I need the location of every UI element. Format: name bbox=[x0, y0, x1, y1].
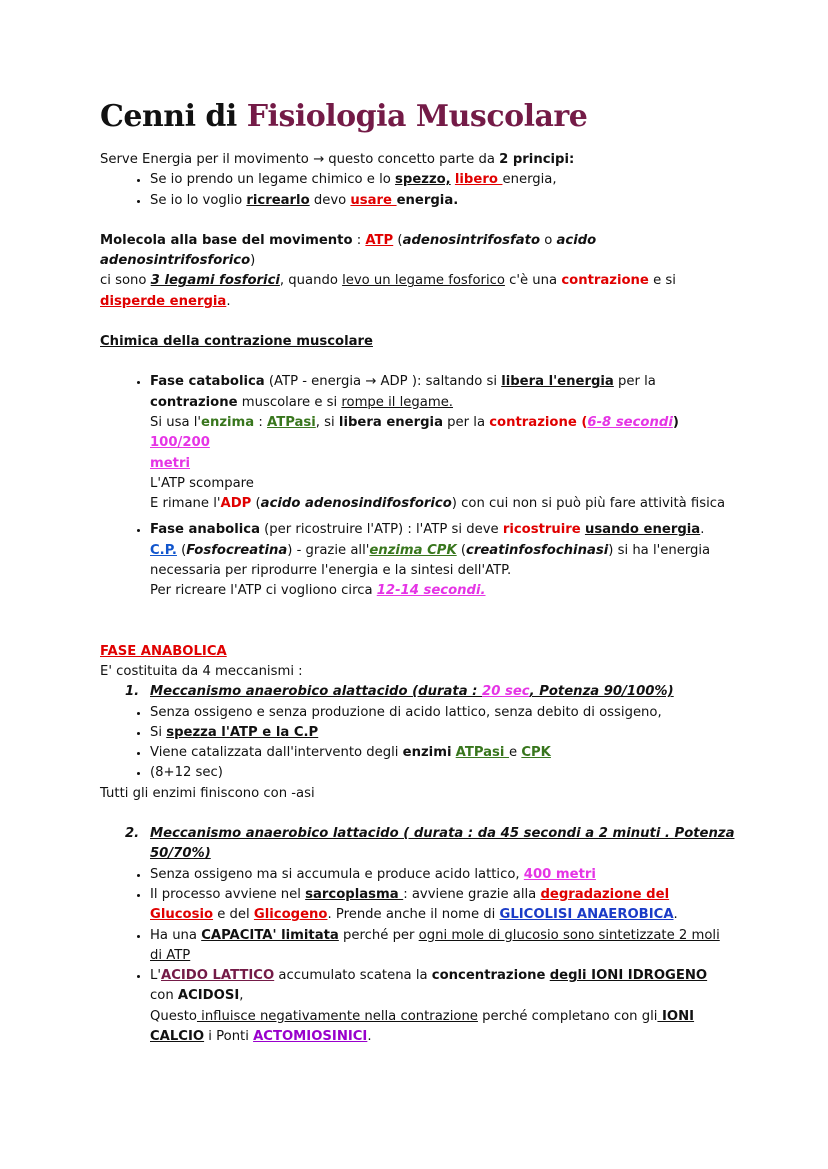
text: enzima CPK bbox=[369, 542, 457, 558]
text: ATPasi bbox=[267, 414, 316, 430]
text: : bbox=[254, 414, 268, 430]
text: per la bbox=[613, 374, 656, 390]
text: Senza ossigeno ma si accumula e produce acido lattico, bbox=[150, 866, 524, 882]
text: ACIDO LATTICO bbox=[160, 968, 275, 984]
text: , Potenza 90/100%) bbox=[529, 684, 674, 700]
text: CALCIO bbox=[150, 1028, 205, 1044]
text: Fase anabolica bbox=[150, 522, 260, 538]
text: 50/70%) bbox=[150, 846, 211, 862]
text: ( bbox=[576, 414, 588, 430]
text: . bbox=[226, 293, 231, 309]
text: di ATP bbox=[150, 947, 191, 963]
list-item-anabolic bbox=[150, 520, 740, 601]
mechanism-2-list bbox=[100, 865, 740, 1048]
text: sarcoplasma bbox=[305, 886, 404, 902]
title-part-1: Cenni di bbox=[100, 99, 247, 134]
spacer bbox=[100, 312, 740, 332]
text-libero: libero bbox=[454, 172, 503, 188]
text: Si bbox=[150, 724, 167, 740]
text: enzima bbox=[201, 414, 255, 430]
text: o bbox=[540, 232, 557, 248]
text: Fosfocreatina bbox=[186, 542, 288, 558]
text: Questo bbox=[150, 1008, 197, 1024]
text: ci sono bbox=[100, 273, 151, 289]
text: Fase catabolica bbox=[150, 374, 265, 390]
text: acido adenosintrifosforico bbox=[100, 232, 597, 269]
text: contrazione bbox=[150, 394, 238, 410]
text: enzimi bbox=[402, 745, 452, 761]
text: E rimane l' bbox=[150, 496, 221, 512]
text: levo un legame fosforico bbox=[342, 273, 505, 289]
text: ricostruire bbox=[502, 522, 581, 538]
title-part-2: Fisiologia Muscolare bbox=[246, 99, 588, 134]
text: perché per bbox=[338, 927, 419, 943]
intro-colon: : bbox=[569, 152, 575, 167]
text: concentrazione bbox=[431, 968, 546, 984]
text: c'è una bbox=[504, 273, 562, 289]
intro-paragraph bbox=[100, 150, 740, 170]
text: ) si ha l'energia bbox=[608, 542, 711, 558]
list-item bbox=[150, 743, 740, 763]
list-item-catabolic bbox=[150, 372, 740, 514]
text: contrazione bbox=[489, 414, 577, 430]
spacer bbox=[100, 602, 740, 642]
text: metri bbox=[150, 455, 191, 471]
text-atp: ATP bbox=[365, 232, 394, 248]
text: ATPasi bbox=[455, 745, 510, 761]
document-body bbox=[100, 150, 740, 1047]
list-number: 1. bbox=[125, 684, 140, 700]
text: 3 legami fosforici bbox=[150, 273, 280, 289]
list-item bbox=[150, 885, 740, 926]
text: Si usa l' bbox=[150, 414, 202, 430]
text-ricrearlo: ricrearlo bbox=[246, 192, 310, 208]
list-item bbox=[150, 865, 740, 885]
text: C.P. bbox=[150, 542, 177, 558]
text-usare: usare bbox=[350, 192, 397, 208]
list-item: • (8+12 sec) bbox=[150, 763, 740, 783]
text: Meccanismo anaerobico lattacido ( durata : da 45 secondi a 2 minuti . Potenza bbox=[150, 826, 735, 842]
text: i Ponti bbox=[204, 1028, 254, 1044]
text: Ha una bbox=[150, 927, 202, 943]
text: libera l'energia bbox=[501, 374, 614, 390]
mechanism-1-title bbox=[125, 682, 740, 702]
list-item bbox=[150, 966, 740, 1047]
text: Molecola alla base del movimento bbox=[100, 232, 353, 248]
text: : bbox=[352, 232, 366, 248]
text: con bbox=[150, 988, 178, 1004]
text: ACIDOSI bbox=[177, 988, 240, 1004]
text: , bbox=[239, 988, 244, 1004]
text: contrazione bbox=[561, 273, 649, 289]
text: 12-14 secondi. bbox=[376, 583, 486, 599]
text: 20 sec bbox=[482, 684, 530, 700]
spacer bbox=[100, 804, 740, 824]
text: e del bbox=[213, 907, 254, 923]
text: ogni mole di glucosio sono sintetizzate 2 moli bbox=[418, 927, 720, 943]
mechanism-1-list bbox=[100, 703, 740, 784]
text: Il processo avviene nel bbox=[150, 886, 306, 902]
text: ACTOMIOSINICI bbox=[253, 1028, 368, 1044]
text: IONI bbox=[657, 1008, 695, 1024]
text: . bbox=[673, 907, 678, 923]
text: Per ricreare l'ATP ci vogliono circa bbox=[150, 583, 377, 599]
text: Glucosio bbox=[150, 907, 214, 923]
text: Glicogeno bbox=[253, 907, 328, 923]
text: usando energia bbox=[584, 522, 701, 538]
text: necessaria per riprodurre l'energia e la sintesi dell'ATP. bbox=[150, 563, 512, 579]
text: 400 metri bbox=[523, 866, 596, 882]
text: creatinfosfochinasi bbox=[466, 542, 609, 558]
text: GLICOLISI ANAEROBICA bbox=[499, 907, 674, 923]
page-title bbox=[100, 99, 587, 134]
principles-list bbox=[100, 170, 740, 211]
text: per la bbox=[442, 414, 490, 430]
text: Se io prendo un legame chimico e lo bbox=[150, 172, 396, 188]
text: ( bbox=[456, 542, 467, 558]
text: : avviene grazie alla bbox=[403, 886, 541, 902]
text: 6-8 secondi bbox=[587, 414, 673, 430]
text: L'ATP scompare bbox=[150, 475, 254, 491]
text: ) bbox=[250, 253, 256, 269]
list-item bbox=[150, 926, 740, 967]
text: CPK bbox=[521, 745, 551, 761]
spacer bbox=[100, 352, 740, 372]
text: e si bbox=[648, 273, 676, 289]
text: libera energia bbox=[338, 414, 443, 430]
text-energia: energia. bbox=[396, 192, 459, 208]
text: accumulato scatena la bbox=[274, 968, 432, 984]
text: (per ricostruire l'ATP) : l'ATP si deve bbox=[259, 522, 503, 538]
list-item: • Senza ossigeno e senza produzione di acido lattico, senza debito di ossigeno, bbox=[150, 703, 740, 723]
phases-list bbox=[100, 372, 740, 601]
text: Se io lo voglio bbox=[150, 192, 247, 208]
text: , si bbox=[315, 414, 339, 430]
text: ( bbox=[176, 542, 187, 558]
text: degradazione del bbox=[540, 886, 670, 902]
text: e bbox=[509, 745, 522, 761]
text: Meccanismo anaerobico alattacido (durata : bbox=[150, 684, 483, 700]
text: disperde energia bbox=[100, 293, 227, 309]
fase-intro: E' costituita da 4 meccanismi : bbox=[100, 663, 303, 679]
text: influisce negativamente nella contrazione bbox=[196, 1008, 478, 1024]
intro-text: Serve Energia per il movimento → questo concetto parte da bbox=[100, 152, 500, 167]
text: muscolare e si bbox=[237, 394, 342, 410]
list-number: 2. bbox=[125, 826, 140, 842]
text: , quando bbox=[279, 273, 343, 289]
text: degli IONI IDROGENO bbox=[549, 968, 708, 984]
text: ( bbox=[251, 496, 261, 512]
text: Viene catalizzata dall'intervento degli bbox=[150, 745, 403, 761]
text: CAPACITA' limitata bbox=[201, 927, 339, 943]
text: . Prende anche il nome di bbox=[327, 907, 500, 923]
mechanism-2-title bbox=[125, 824, 740, 865]
text: energia, bbox=[502, 172, 557, 188]
text: L' bbox=[150, 968, 161, 984]
mechanism-1 bbox=[100, 682, 740, 702]
intro-principles: 2 principi bbox=[499, 152, 570, 167]
section-heading: Chimica della contrazione muscolare bbox=[100, 334, 373, 350]
text: ) bbox=[672, 414, 679, 430]
text: adenosintrifosfato bbox=[402, 232, 541, 248]
text: perché completano con gli bbox=[477, 1008, 658, 1024]
spacer bbox=[100, 211, 740, 231]
text: . bbox=[367, 1028, 372, 1044]
mechanism-2 bbox=[100, 824, 740, 865]
list-item bbox=[150, 723, 740, 743]
list-item bbox=[150, 191, 740, 211]
text: rompe il legame. bbox=[341, 394, 453, 410]
list-item bbox=[150, 170, 740, 190]
text: 100/200 bbox=[150, 435, 210, 451]
text: acido adenosindifosforico bbox=[260, 496, 452, 512]
enzyme-note: Tutti gli enzimi finiscono con -asi bbox=[100, 785, 315, 801]
text: ) - grazie all' bbox=[287, 542, 370, 558]
text: . bbox=[700, 522, 705, 538]
text-spezzo: spezzo, bbox=[395, 172, 451, 188]
fase-anabolica-heading: FASE ANABOLICA bbox=[100, 643, 227, 659]
molecule-paragraph bbox=[100, 231, 740, 312]
text: ADP bbox=[220, 496, 252, 512]
text: ( bbox=[393, 232, 403, 248]
text: devo bbox=[309, 192, 351, 208]
text: ) con cui non si può più fare attività fisica bbox=[451, 496, 726, 512]
text: spezza l'ATP e la C.P bbox=[166, 724, 319, 740]
text: (ATP - energia → ADP ): saltando si bbox=[264, 374, 502, 390]
